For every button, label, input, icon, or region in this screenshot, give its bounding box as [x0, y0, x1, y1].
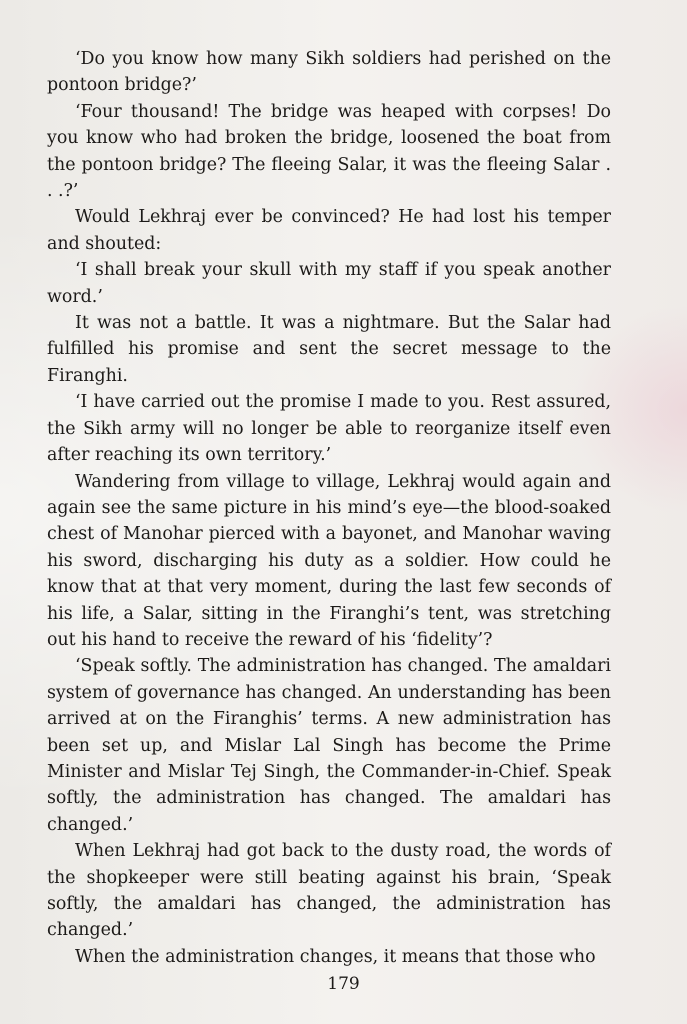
paragraph: ‘Four thousand! The bridge was heaped with corpses! Do you know who had broken the bridge, loosened the boat from the pontoon bridge? The fleeing Salar, it was the fleeing Salar . . .?’	[47, 101, 611, 202]
paragraph: When the administration changes, it means that those who	[75, 946, 596, 967]
paragraph: ‘I shall break your skull with my staff if you speak another word.’	[47, 260, 611, 307]
paragraph: Would Lekhraj ever be convinced? He had lost his temper and shouted:	[47, 207, 611, 254]
paragraph: It was not a battle. It was a nightmare. But the Salar had fulfilled his promise and sent the secret message to the Firanghi.	[47, 313, 611, 386]
paragraph: When Lekhraj had got back to the dusty road, the words of the shopkeeper were still beating against his brain, ‘Speak softly, the amaldari has changed, the administration has changed.’	[47, 841, 611, 941]
page-number: 179	[327, 974, 360, 994]
paragraph: ‘Speak softly. The administration has changed. The amaldari system of governance has changed. An understanding has been arrived at on the Firanghis’ terms. A new administration has been set up, and Mislar Lal Singh has become the Prime Minister and Mislar Tej Singh, the Commander-in-Chief. Speak softly, the administration has changed. The amaldari has changed.’	[47, 656, 611, 835]
paragraph: ‘I have carried out the promise I made to you. Rest assured, the Sikh army will no longer be able to reorganize itself even after reaching its own territory.’	[47, 392, 611, 466]
paragraph: Wandering from village to village, Lekhraj would again and again see the same picture in his mind’s eye—the blood-soaked chest of Manohar pierced with a bayonet, and Manohar waving his sword, discharging his duty as a soldier. How could he know that at that very moment, during the last few seconds of his life, a Salar, sitting in the Firanghi’s tent, was stretching out his hand to receive the reward of his ‘fidelity’?	[47, 471, 611, 650]
paragraph: ‘Do you know how many Sikh soldiers had perished on the pontoon bridge?’	[47, 49, 611, 96]
body-text	[47, 46, 611, 970]
